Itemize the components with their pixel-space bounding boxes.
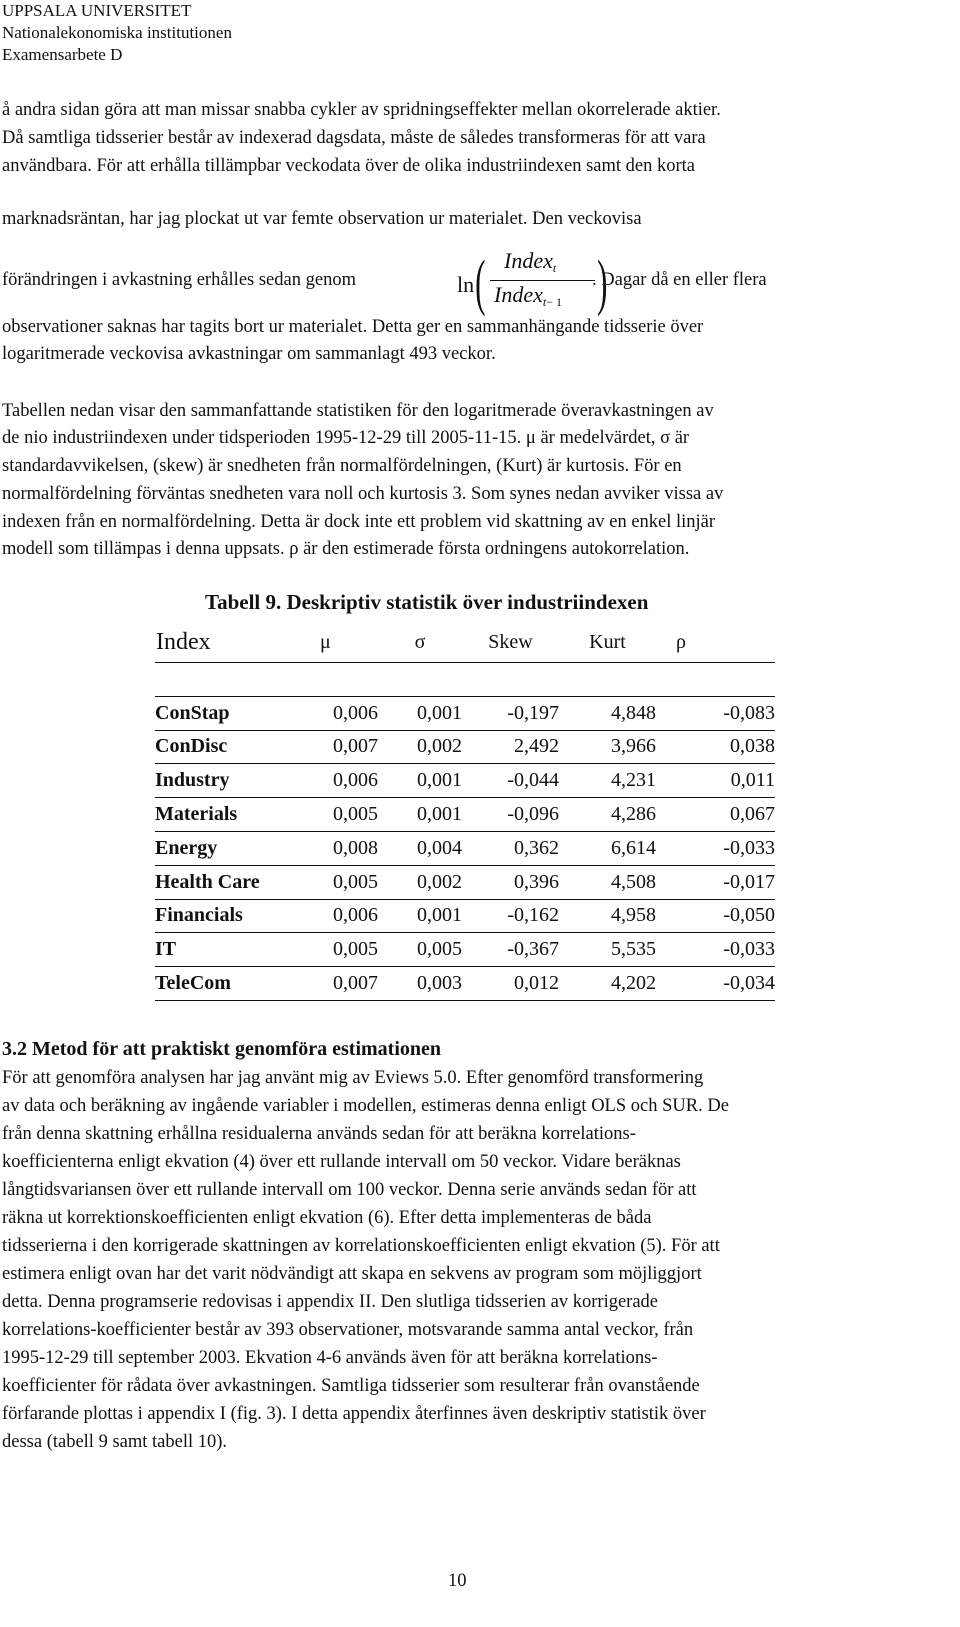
column-header-skew: Skew bbox=[462, 622, 559, 663]
text-line: 1995-12-29 till september 2003. Ekvation 4-6 används även för att beräkna korrelations- bbox=[2, 1348, 658, 1368]
index-name: Industry bbox=[155, 764, 319, 798]
skew-cell: 0,396 bbox=[462, 865, 559, 899]
index-name: Health Care bbox=[155, 865, 319, 899]
kurt-cell: 5,535 bbox=[559, 933, 656, 967]
sd-cell: 0,001 bbox=[378, 764, 462, 798]
column-header-mean: μ bbox=[319, 622, 378, 663]
autocorr-cell: 0,011 bbox=[656, 764, 775, 798]
text-line: normalfördelning förväntas snedheten vara noll och kurtosis 3. Som synes nedan avviker vissa av bbox=[2, 484, 724, 504]
mean-cell: 0,005 bbox=[319, 865, 378, 899]
text-line: korrelations-koefficienter består av 393 observationer, motsvarande samma antal veckor, från bbox=[2, 1320, 694, 1340]
left-paren: ( bbox=[475, 249, 486, 317]
index-name: TeleCom bbox=[155, 967, 319, 1001]
sd-cell: 0,001 bbox=[378, 798, 462, 832]
table-row bbox=[155, 899, 775, 933]
header-thesis-type: Examensarbete D bbox=[2, 45, 123, 64]
table-row bbox=[155, 798, 775, 832]
text-line: av data och beräkning av ingående variabler i modellen, estimeras denna enligt OLS och SUR. De bbox=[2, 1096, 729, 1116]
autocorr-cell: 0,038 bbox=[656, 730, 775, 764]
ln-operator: ln bbox=[457, 272, 475, 297]
index-name: IT bbox=[155, 933, 319, 967]
table-row bbox=[155, 865, 775, 899]
text-line: räkna ut korrektionskoefficienten enligt ekvation (6). Efter detta implementeras de båda bbox=[2, 1208, 652, 1228]
header-department: Nationalekonomiska institutionen bbox=[2, 23, 232, 42]
descriptive-stats-table bbox=[155, 622, 775, 1001]
mean-cell: 0,005 bbox=[319, 933, 378, 967]
index-name: Materials bbox=[155, 798, 319, 832]
formula-denominator: Index$_t$− 1 bbox=[494, 282, 562, 309]
index-name: ConStap bbox=[155, 696, 319, 730]
autocorr-cell: -0,083 bbox=[656, 696, 775, 730]
autocorr-cell: -0,017 bbox=[656, 865, 775, 899]
table-row bbox=[155, 730, 775, 764]
text-line: å andra sidan göra att man missar snabba cykler av spridningseffekter mellan okorrelerade aktier. bbox=[2, 100, 721, 120]
skew-cell: 2,492 bbox=[462, 730, 559, 764]
text-line: långtidsvariansen över ett rullande intervall om 100 veckor. Denna serie används sedan för att bbox=[2, 1180, 697, 1200]
autocorr-cell: 0,067 bbox=[656, 798, 775, 832]
sd-cell: 0,001 bbox=[378, 899, 462, 933]
kurt-cell: 4,958 bbox=[559, 899, 656, 933]
mean-cell: 0,006 bbox=[319, 899, 378, 933]
column-header-index: Index bbox=[155, 622, 319, 663]
text-line: koefficienter för rådata över avkastningen. Samtliga tidsserier som resulterar från ovanstående bbox=[2, 1376, 700, 1396]
column-header-autocorr: ρ bbox=[656, 622, 775, 663]
kurt-cell: 4,848 bbox=[559, 696, 656, 730]
formula-numerator: Index$_t$ bbox=[504, 248, 557, 275]
sd-cell: 0,002 bbox=[378, 865, 462, 899]
table-row bbox=[155, 967, 775, 1001]
table-row bbox=[155, 831, 775, 865]
mean-cell: 0,007 bbox=[319, 967, 378, 1001]
kurt-cell: 4,202 bbox=[559, 967, 656, 1001]
text-line: För att genomföra analysen har jag använt mig av Eviews 5.0. Efter genomförd transformering bbox=[2, 1068, 704, 1088]
text-line: detta. Denna programserie redovisas i appendix II. Den slutliga tidsserien av korrigerade bbox=[2, 1292, 659, 1312]
sd-cell: 0,001 bbox=[378, 696, 462, 730]
skew-cell: 0,362 bbox=[462, 831, 559, 865]
mean-cell: 0,008 bbox=[319, 831, 378, 865]
autocorr-cell: -0,033 bbox=[656, 933, 775, 967]
mean-cell: 0,006 bbox=[319, 764, 378, 798]
sd-cell: 0,003 bbox=[378, 967, 462, 1001]
text-line: . Dagar då en eller flera bbox=[592, 270, 767, 290]
skew-cell: 0,012 bbox=[462, 967, 559, 1001]
text-line: från denna skattning erhållna residualerna används sedan för att beräkna korrelations- bbox=[2, 1124, 636, 1144]
text-line: dessa (tabell 9 samt tabell 10). bbox=[2, 1432, 228, 1452]
text-line: indexen från en normalfördelning. Detta är dock inte ett problem vid skattning av en enkel linjär bbox=[2, 512, 716, 532]
text-line: Tabellen nedan visar den sammanfattande statistiken för den logaritmerade överavkastningen av bbox=[2, 401, 714, 421]
index-name: Financials bbox=[155, 899, 319, 933]
table-spacer-row bbox=[155, 663, 775, 697]
text-line: förfarande plottas i appendix I (fig. 3). I detta appendix återfinnes även deskriptiv statistik över bbox=[2, 1404, 706, 1424]
section-heading: 3.2 Metod för att praktiskt genomföra estimationen bbox=[2, 1038, 442, 1060]
mean-cell: 0,005 bbox=[319, 798, 378, 832]
text-line: modell som tillämpas i denna uppsats. ρ är den estimerade första ordningens autokorrelation. bbox=[2, 539, 690, 559]
table-row bbox=[155, 696, 775, 730]
kurt-cell: 6,614 bbox=[559, 831, 656, 865]
text-line: marknadsräntan, har jag plockat ut var femte observation ur materialet. Den veckovisa bbox=[2, 209, 642, 229]
text-line: estimera enligt ovan har det varit nödvändigt att skapa en sekvens av program som möjliggjort bbox=[2, 1264, 702, 1284]
mean-cell: 0,007 bbox=[319, 730, 378, 764]
text-line: Då samtliga tidsserier består av indexerad dagsdata, måste de således transformeras för att vara bbox=[2, 128, 706, 148]
column-header-sd: σ bbox=[378, 622, 462, 663]
mean-cell: 0,006 bbox=[319, 696, 378, 730]
text-line: användbara. För att erhålla tillämpbar veckodata över de olika industriindexen samt den korta bbox=[2, 156, 695, 176]
table-row bbox=[155, 764, 775, 798]
kurt-cell: 3,966 bbox=[559, 730, 656, 764]
skew-cell: -0,197 bbox=[462, 696, 559, 730]
skew-cell: -0,096 bbox=[462, 798, 559, 832]
autocorr-cell: -0,034 bbox=[656, 967, 775, 1001]
skew-cell: -0,367 bbox=[462, 933, 559, 967]
text-line: de nio industriindexen under tidsperioden 1995-12-29 till 2005-11-15. μ är medelvärdet, σ är bbox=[2, 428, 690, 448]
kurt-cell: 4,286 bbox=[559, 798, 656, 832]
table-title: Tabell 9. Deskriptiv statistik över industriindexen bbox=[205, 590, 649, 614]
right-paren: ) bbox=[597, 249, 608, 317]
page-number: 10 bbox=[448, 1571, 467, 1591]
sd-cell: 0,004 bbox=[378, 831, 462, 865]
kurt-cell: 4,231 bbox=[559, 764, 656, 798]
sd-cell: 0,002 bbox=[378, 730, 462, 764]
index-name: Energy bbox=[155, 831, 319, 865]
text-line: koefficienterna enligt ekvation (4) över ett rullande intervall om 50 veckor. Vidare beräknas bbox=[2, 1152, 681, 1172]
text-line: standardavvikelsen, (skew) är snedheten från normalfördelningen, (Kurt) är kurtosis. För en bbox=[2, 456, 682, 476]
skew-cell: -0,044 bbox=[462, 764, 559, 798]
skew-cell: -0,162 bbox=[462, 899, 559, 933]
text-line: observationer saknas har tagits bort ur materialet. Detta ger en sammanhängande tidsserie över bbox=[2, 317, 704, 337]
table-row bbox=[155, 933, 775, 967]
index-name: ConDisc bbox=[155, 730, 319, 764]
kurt-cell: 4,508 bbox=[559, 865, 656, 899]
formula-line bbox=[2, 250, 952, 320]
table-header-row bbox=[155, 622, 775, 663]
autocorr-cell: -0,033 bbox=[656, 831, 775, 865]
header-university: UPPSALA UNIVERSITET bbox=[2, 1, 192, 20]
column-header-kurt: Kurt bbox=[559, 622, 656, 663]
fraction-bar bbox=[490, 280, 595, 281]
sd-cell: 0,005 bbox=[378, 933, 462, 967]
autocorr-cell: -0,050 bbox=[656, 899, 775, 933]
text-line: logaritmerade veckovisa avkastningar om sammanlagt 493 veckor. bbox=[2, 344, 496, 364]
text-line: tidsserierna i den korrigerade skattningen av korrelationskoefficienten enligt ekvation (5). För att bbox=[2, 1236, 720, 1256]
text-line: förändringen i avkastning erhålles sedan genom bbox=[2, 270, 356, 290]
document-header bbox=[2, 0, 232, 66]
